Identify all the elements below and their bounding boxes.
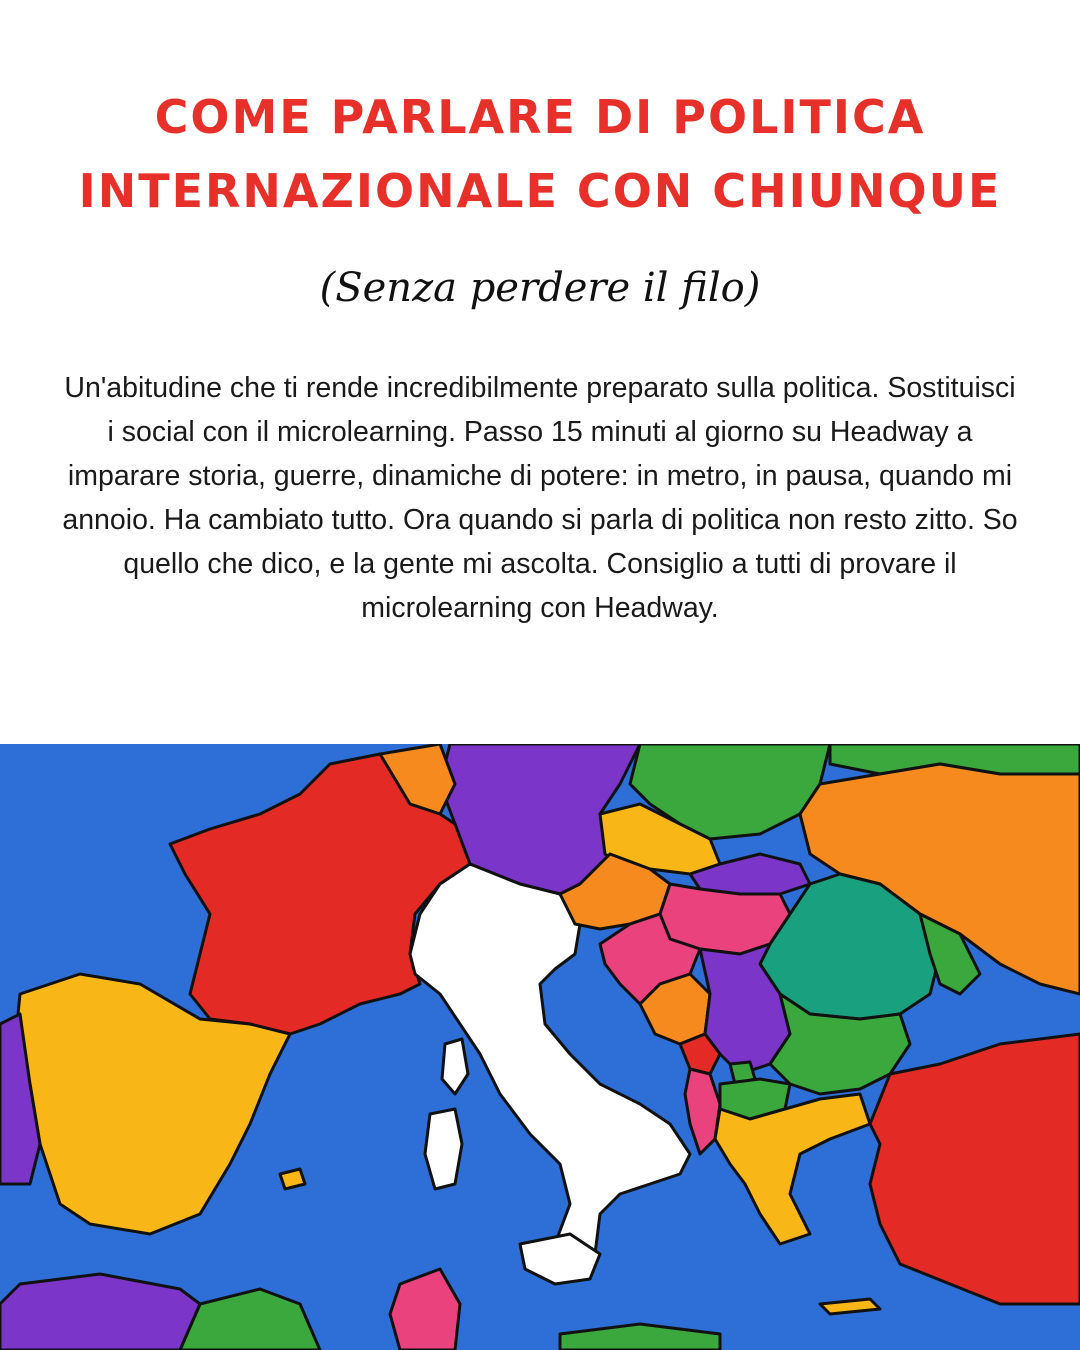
title-line-2: INTERNAZIONALE CON CHIUNQUE	[78, 164, 1002, 218]
europe-map-illustration	[0, 744, 1080, 1350]
page-title	[0, 80, 1080, 228]
region-turkey	[870, 1034, 1080, 1304]
body-paragraph: Un'abitudine che ti rende incredibilmente preparato sulla politica. Sostituisci i social con il microlearning. Passo 15 minuti al giorno su Headway a imparare storia, guerre, dinamiche di potere: in metro, in pausa, quando mi annoio. Ha cambiato tutto. Ora quando si parla di politica non resto zitto. So quello che dico, e la gente mi ascolta. Consiglio a tutti di provare il microlearning con Headway.	[62, 372, 1018, 624]
map-svg	[0, 744, 1080, 1350]
region-sardinia	[425, 1109, 462, 1189]
title-line-1: COME PARLARE DI POLITICA	[154, 90, 926, 144]
region-baleares	[280, 1169, 305, 1189]
page-subtitle: (Senza perdere il filo)	[319, 265, 761, 311]
